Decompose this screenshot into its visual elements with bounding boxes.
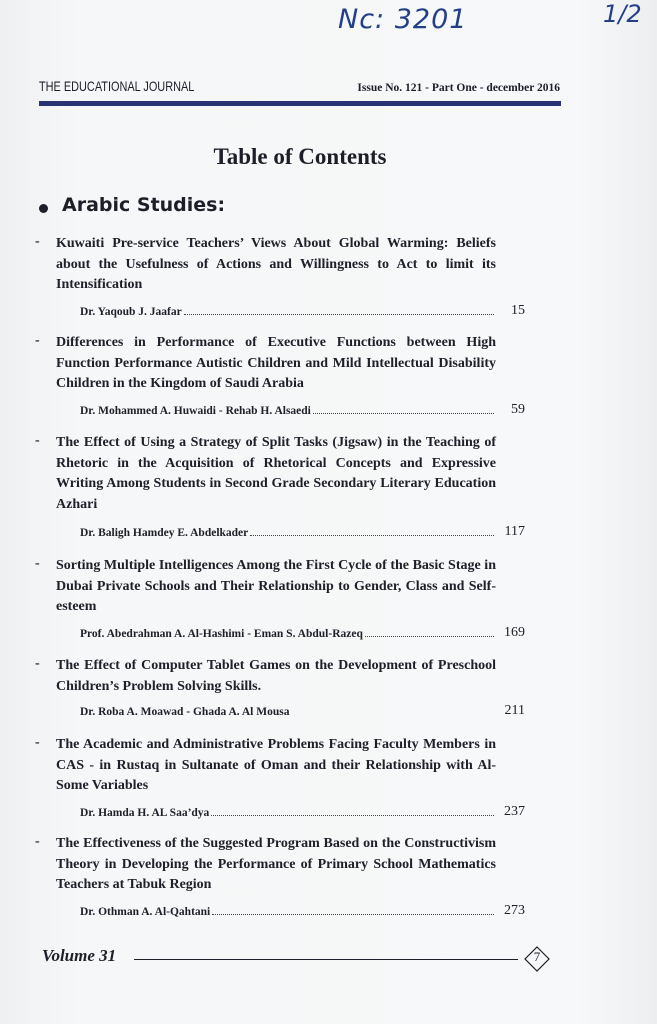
entry-page-number: 169 <box>504 625 525 640</box>
dash-icon: - <box>35 433 40 448</box>
entry-title: The Effectiveness of the Suggested Program Based on the Constructivism Theory in Developing the Performance of Primary School Mathematics Teachers at Tabuk Region <box>56 836 496 892</box>
entry-page-number: 15 <box>511 303 525 318</box>
dot-leader <box>212 913 494 915</box>
footer-page-number: 7 <box>533 949 541 964</box>
handwritten-fraction: 1/2 <box>603 0 642 28</box>
entry-authors: Prof. Abedrahman A. Al-Hashimi - Eman S. Abdul-Razeq <box>80 628 363 640</box>
entry-byline <box>80 803 494 819</box>
entry-page-number: 117 <box>504 524 525 539</box>
section-heading: Arabic Studies: <box>62 194 226 216</box>
entry-page-number: 211 <box>504 703 525 718</box>
dot-leader <box>365 635 494 637</box>
bullet-icon <box>39 204 48 213</box>
entry-byline <box>80 702 494 718</box>
entry-page-number: 273 <box>504 903 525 918</box>
footer-volume: Volume 31 <box>42 946 117 965</box>
entry-title: Kuwaiti Pre-service Teachers’ Views About Global Warming: Beliefs about the Usefulness of Actions and Willingness to Act to limit its Intensification <box>56 236 496 292</box>
entry-authors: Dr. Mohammed A. Huwaidi - Rehab H. Alsaedi <box>80 405 311 417</box>
handwritten-reference: Nc: 3201 <box>338 4 468 35</box>
journal-name: THE EDUCATIONAL JOURNAL <box>39 78 195 94</box>
entry-page-number: 59 <box>511 402 525 417</box>
entry-authors: Dr. Baligh Hamdey E. Abdelkader <box>80 527 249 539</box>
dot-leader <box>211 814 494 816</box>
entry-authors: Dr. Othman A. Al-Qahtani <box>80 906 211 918</box>
entry-authors: Dr. Hamda H. AL Saa’dya <box>80 807 210 819</box>
entry-byline <box>80 523 494 539</box>
entry-page-number: 237 <box>504 804 525 819</box>
entry-authors: Dr. Yaqoub J. Jaafar <box>80 306 182 318</box>
entry-byline <box>80 401 494 417</box>
entry-byline <box>80 624 494 640</box>
dash-icon: - <box>35 556 40 571</box>
dot-leader <box>250 534 494 536</box>
dot-leader <box>184 313 494 315</box>
dot-leader <box>313 412 494 414</box>
entry-byline <box>80 302 494 318</box>
entry-title: Sorting Multiple Intelligences Among the First Cycle of the Basic Stage in Dubai Private Schools and Their Relationship to Gender, Class and Self-esteem <box>56 558 496 614</box>
page-title: Table of Contents <box>213 144 387 169</box>
header-divider <box>39 101 561 106</box>
dash-icon: - <box>35 656 40 671</box>
dash-icon: - <box>35 834 40 849</box>
issue-info: Issue No. 121 - Part One - december 2016 <box>357 82 560 94</box>
entry-title: The Effect of Computer Tablet Games on the Development of Preschool Children’s Problem Solving Skills. <box>56 658 496 694</box>
dash-icon: - <box>35 333 40 348</box>
entry-title: The Academic and Administrative Problems Facing Faculty Members in CAS - in Rustaq in Sultanate of Oman and their Relationship with Al-Some Variables <box>56 737 496 793</box>
entry-byline <box>80 902 494 918</box>
dash-icon: - <box>35 735 40 750</box>
footer-divider <box>134 959 518 960</box>
entry-title: The Effect of Using a Strategy of Split Tasks (Jigsaw) in the Teaching of Rhetoric in the Acquisition of Rhetorical Concepts and Expressive Writing Among Students in Second Grade Secondary Literary Education Azhari <box>56 435 496 512</box>
entry-title: Differences in Performance of Executive Functions between High Function Performance Autistic Children and Mild Intellectual Disability Children in the Kingdom of Saudi Arabia <box>56 335 496 391</box>
entry-authors: Dr. Roba A. Moawad - Ghada A. Al Mousa <box>80 706 290 718</box>
dash-icon: - <box>35 234 40 249</box>
